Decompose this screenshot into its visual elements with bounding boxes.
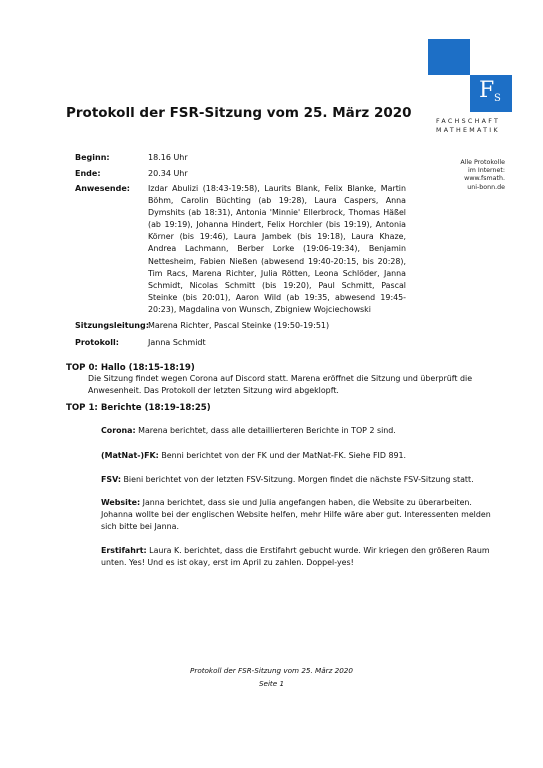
minutes-value: Janna Schmidt — [148, 338, 206, 347]
present-label: Anwesende: — [75, 184, 130, 193]
logo-letter-f: F — [479, 78, 495, 103]
report-erstifahrt — [101, 545, 501, 569]
report-corona — [101, 425, 501, 437]
footer-title: Protokoll der FSR-Sitzung vom 25. März 2020 — [190, 666, 353, 675]
report-label: Website: — [101, 498, 141, 507]
minutes-label: Protokoll: — [75, 338, 119, 347]
report-label: (MatNat-)FK: — [101, 451, 159, 460]
begin-label: Beginn: — [75, 153, 110, 162]
report-text: Laura K. berichtet, dass die Erstifahrt gebucht wurde. Wir kriegen den größeren Raum unten. Yes! Und es ist okay, erst im April zu zahlen. Doppel-yes! — [101, 546, 490, 567]
chair-label: Sitzungsleitung: — [75, 321, 149, 330]
report-fk — [101, 450, 501, 462]
present-value: Izdar Abulizi (18:43-19:58), Laurits Blank, Felix Blanke, Martin Böhm, Carolin Büchting (ab 19:28), Laura Caspers, Anna Dymshits (ab 18:31), Antonia 'Minnie' Ellerbrock, Thomas Häßel (ab 19:19), Johanna Hindert, Felix Horchler (bis 19:19), Antonia Körner (bis 19:46), Laura Jambek (bis 19:18), Laura Khaze, Andrea Lachmann, Berber Lorke (19:06-19:34), Benjamin Nettesheim, Fabien Nießen (abwesend 19:40-20:15, bis 20:28), Tim Racs, Marena Richter, Julia Rötten, Leona Schlöder, Janna Schmidt, Nicolas Schmitt (bis 19:20), Paul Schmitt, Pascal Steinke (bis 20:01), Aaron Wild (ab 19:35, abwesend 19:45-20:23), Magdalina von Wunsch, Zbigniew Wojciechowski — [148, 184, 406, 314]
report-label: Erstifahrt: — [101, 546, 147, 555]
logo-line-mathematik: MATHEMATIK — [436, 127, 500, 134]
top0-heading: TOP 0: Hallo (18:15-18:19) — [66, 363, 195, 373]
report-text: Marena berichtet, dass alle detaillierteren Berichte in TOP 2 sind. — [138, 426, 396, 435]
side-note — [428, 159, 505, 192]
side-note-line2: im Internet: — [467, 167, 505, 175]
report-label: Corona: — [101, 426, 136, 435]
side-note-line4: uni-bonn.de — [467, 183, 505, 191]
report-fsv — [101, 474, 501, 486]
logo-line-fachschaft: FACHSCHAFT — [436, 118, 501, 125]
top1-heading: TOP 1: Berichte (18:19-18:25) — [66, 403, 211, 413]
side-note-line3: www.fsmath. — [464, 175, 505, 183]
logo-letter-s: S — [494, 93, 501, 104]
chair-value: Marena Richter, Pascal Steinke (19:50-19:51) — [148, 321, 330, 330]
report-website — [101, 497, 501, 533]
report-text: Bieni berichtet von der letzten FSV-Sitzung. Morgen findet die nächste FSV-Sitzung statt. — [123, 475, 474, 484]
logo-square-top — [428, 39, 470, 75]
footer-page-number: Seite 1 — [258, 679, 285, 688]
side-note-line1: Alle Protokolle — [460, 159, 505, 166]
end-value: 20.34 Uhr — [148, 169, 188, 178]
report-text: Janna berichtet, dass sie und Julia angefangen haben, die Website zu überarbeiten. Johanna wollte bei der englischen Website helfen, mehr Hilfe wäre aber gut. Interessenten melden sich bitte bei Janna. — [101, 498, 491, 531]
begin-value: 18.16 Uhr — [148, 153, 188, 162]
document-title: Protokoll der FSR-Sitzung vom 25. März 2020 — [66, 105, 412, 121]
report-label: FSV: — [101, 475, 121, 484]
top0-text: Die Sitzung findet wegen Corona auf Discord statt. Marena eröffnet die Sitzung und überprüft die Anwesenheit. Das Protokoll der letzten Sitzung wird abgeklopft. — [88, 374, 473, 395]
report-text: Benni berichtet von der FK und der MatNat-FK. Siehe FID 891. — [161, 451, 407, 460]
end-label: Ende: — [75, 169, 101, 178]
